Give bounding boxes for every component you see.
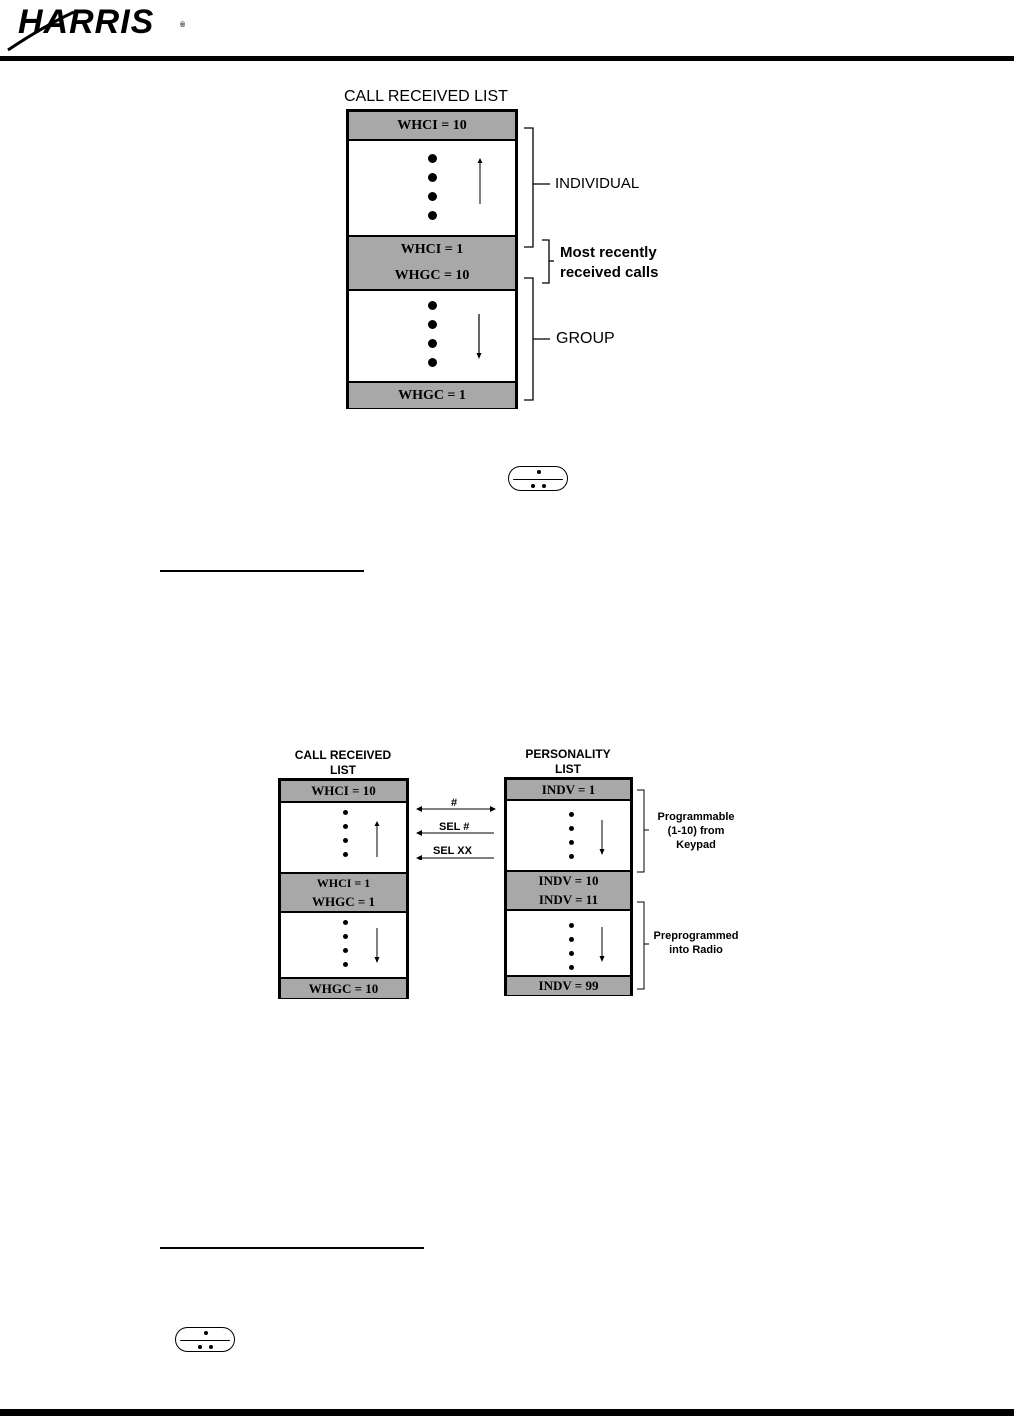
up-arrow-icon [372, 819, 382, 859]
fig2-band-whci-1: WHCI = 1 [281, 872, 406, 894]
fig2-band-indv-1: INDV = 1 [507, 780, 630, 801]
down-arrow-icon [597, 925, 607, 965]
fig2-call-received-list [278, 778, 409, 999]
arrow-label-sel-hash: SEL # [439, 821, 470, 833]
down-arrow-icon [597, 818, 607, 858]
menu-key-icon [175, 1327, 235, 1352]
down-arrow-icon [372, 926, 382, 966]
arrow-label-hash: # [451, 797, 458, 809]
footer-rule [0, 1409, 1014, 1416]
down-arrow-icon [474, 312, 484, 362]
up-arrow-icon [475, 156, 485, 206]
fig1-title: CALL RECEIVED LIST [344, 88, 508, 105]
ellipsis-dot [428, 358, 437, 367]
ellipsis-dot [428, 339, 437, 348]
label-recent-line2: received calls [560, 264, 659, 281]
ellipsis-dot [343, 852, 348, 857]
ellipsis-dot [569, 965, 574, 970]
label-programmable-3: Keypad [676, 839, 716, 851]
logo-text: HARRIS [18, 3, 155, 41]
fig2-band-whci-10: WHCI = 10 [281, 781, 406, 803]
ellipsis-dot [569, 854, 574, 859]
ellipsis-dot [343, 962, 348, 967]
ellipsis-dot [569, 812, 574, 817]
section-heading-underline [160, 570, 364, 572]
label-programmable-1: Programmable [657, 811, 735, 823]
ellipsis-dot [428, 192, 437, 201]
label-programmable-2: (1-10) from [667, 825, 725, 837]
label-preprogrammed-2: into Radio [669, 944, 723, 956]
label-recent-line1: Most recently [560, 244, 657, 261]
fig1-band-whgc-10: WHGC = 10 [349, 263, 515, 291]
ellipsis-dot [428, 301, 437, 310]
fig1-band-whgc-1: WHGC = 1 [349, 381, 515, 408]
fig2-right-title-2: LIST [555, 762, 581, 776]
fig2-band-indv-11: INDV = 11 [507, 890, 630, 911]
fig2-right-title-1: PERSONALITY [525, 747, 611, 761]
fig2-left-title-2: LIST [330, 763, 356, 777]
arrow-label-sel-xx: SEL XX [433, 845, 472, 857]
ellipsis-dot [569, 951, 574, 956]
fig2-left-title-1: CALL RECEIVED [294, 748, 392, 762]
ellipsis-dot [428, 211, 437, 220]
ellipsis-dot [569, 826, 574, 831]
ellipsis-dot [343, 948, 348, 953]
label-preprogrammed-1: Preprogrammed [653, 930, 739, 942]
fig2-personality-list [504, 777, 633, 996]
ellipsis-dot [428, 173, 437, 182]
ellipsis-dot [569, 937, 574, 942]
ellipsis-dot [428, 154, 437, 163]
fig1-band-whci-10: WHCI = 10 [349, 112, 515, 141]
fig2-band-whgc-10: WHGC = 10 [281, 977, 406, 998]
section-heading-underline [160, 1247, 424, 1249]
fig2-band-whgc-1: WHGC = 1 [281, 892, 406, 913]
label-individual: INDIVIDUAL [555, 175, 640, 192]
menu-key-icon [508, 466, 568, 491]
ellipsis-dot [569, 923, 574, 928]
header-rule [0, 56, 1014, 61]
logo-registered-mark: ® [180, 22, 187, 29]
fig1-band-whci-1: WHCI = 1 [349, 235, 515, 265]
ellipsis-dot [569, 840, 574, 845]
ellipsis-dot [343, 838, 348, 843]
fig2-band-indv-10: INDV = 10 [507, 870, 630, 892]
fig2-band-indv-99: INDV = 99 [507, 975, 630, 995]
ellipsis-dot [343, 810, 348, 815]
ellipsis-dot [343, 934, 348, 939]
ellipsis-dot [428, 320, 437, 329]
ellipsis-dot [343, 920, 348, 925]
ellipsis-dot [343, 824, 348, 829]
label-group: GROUP [556, 330, 615, 347]
fig1-call-received-list [346, 109, 518, 409]
